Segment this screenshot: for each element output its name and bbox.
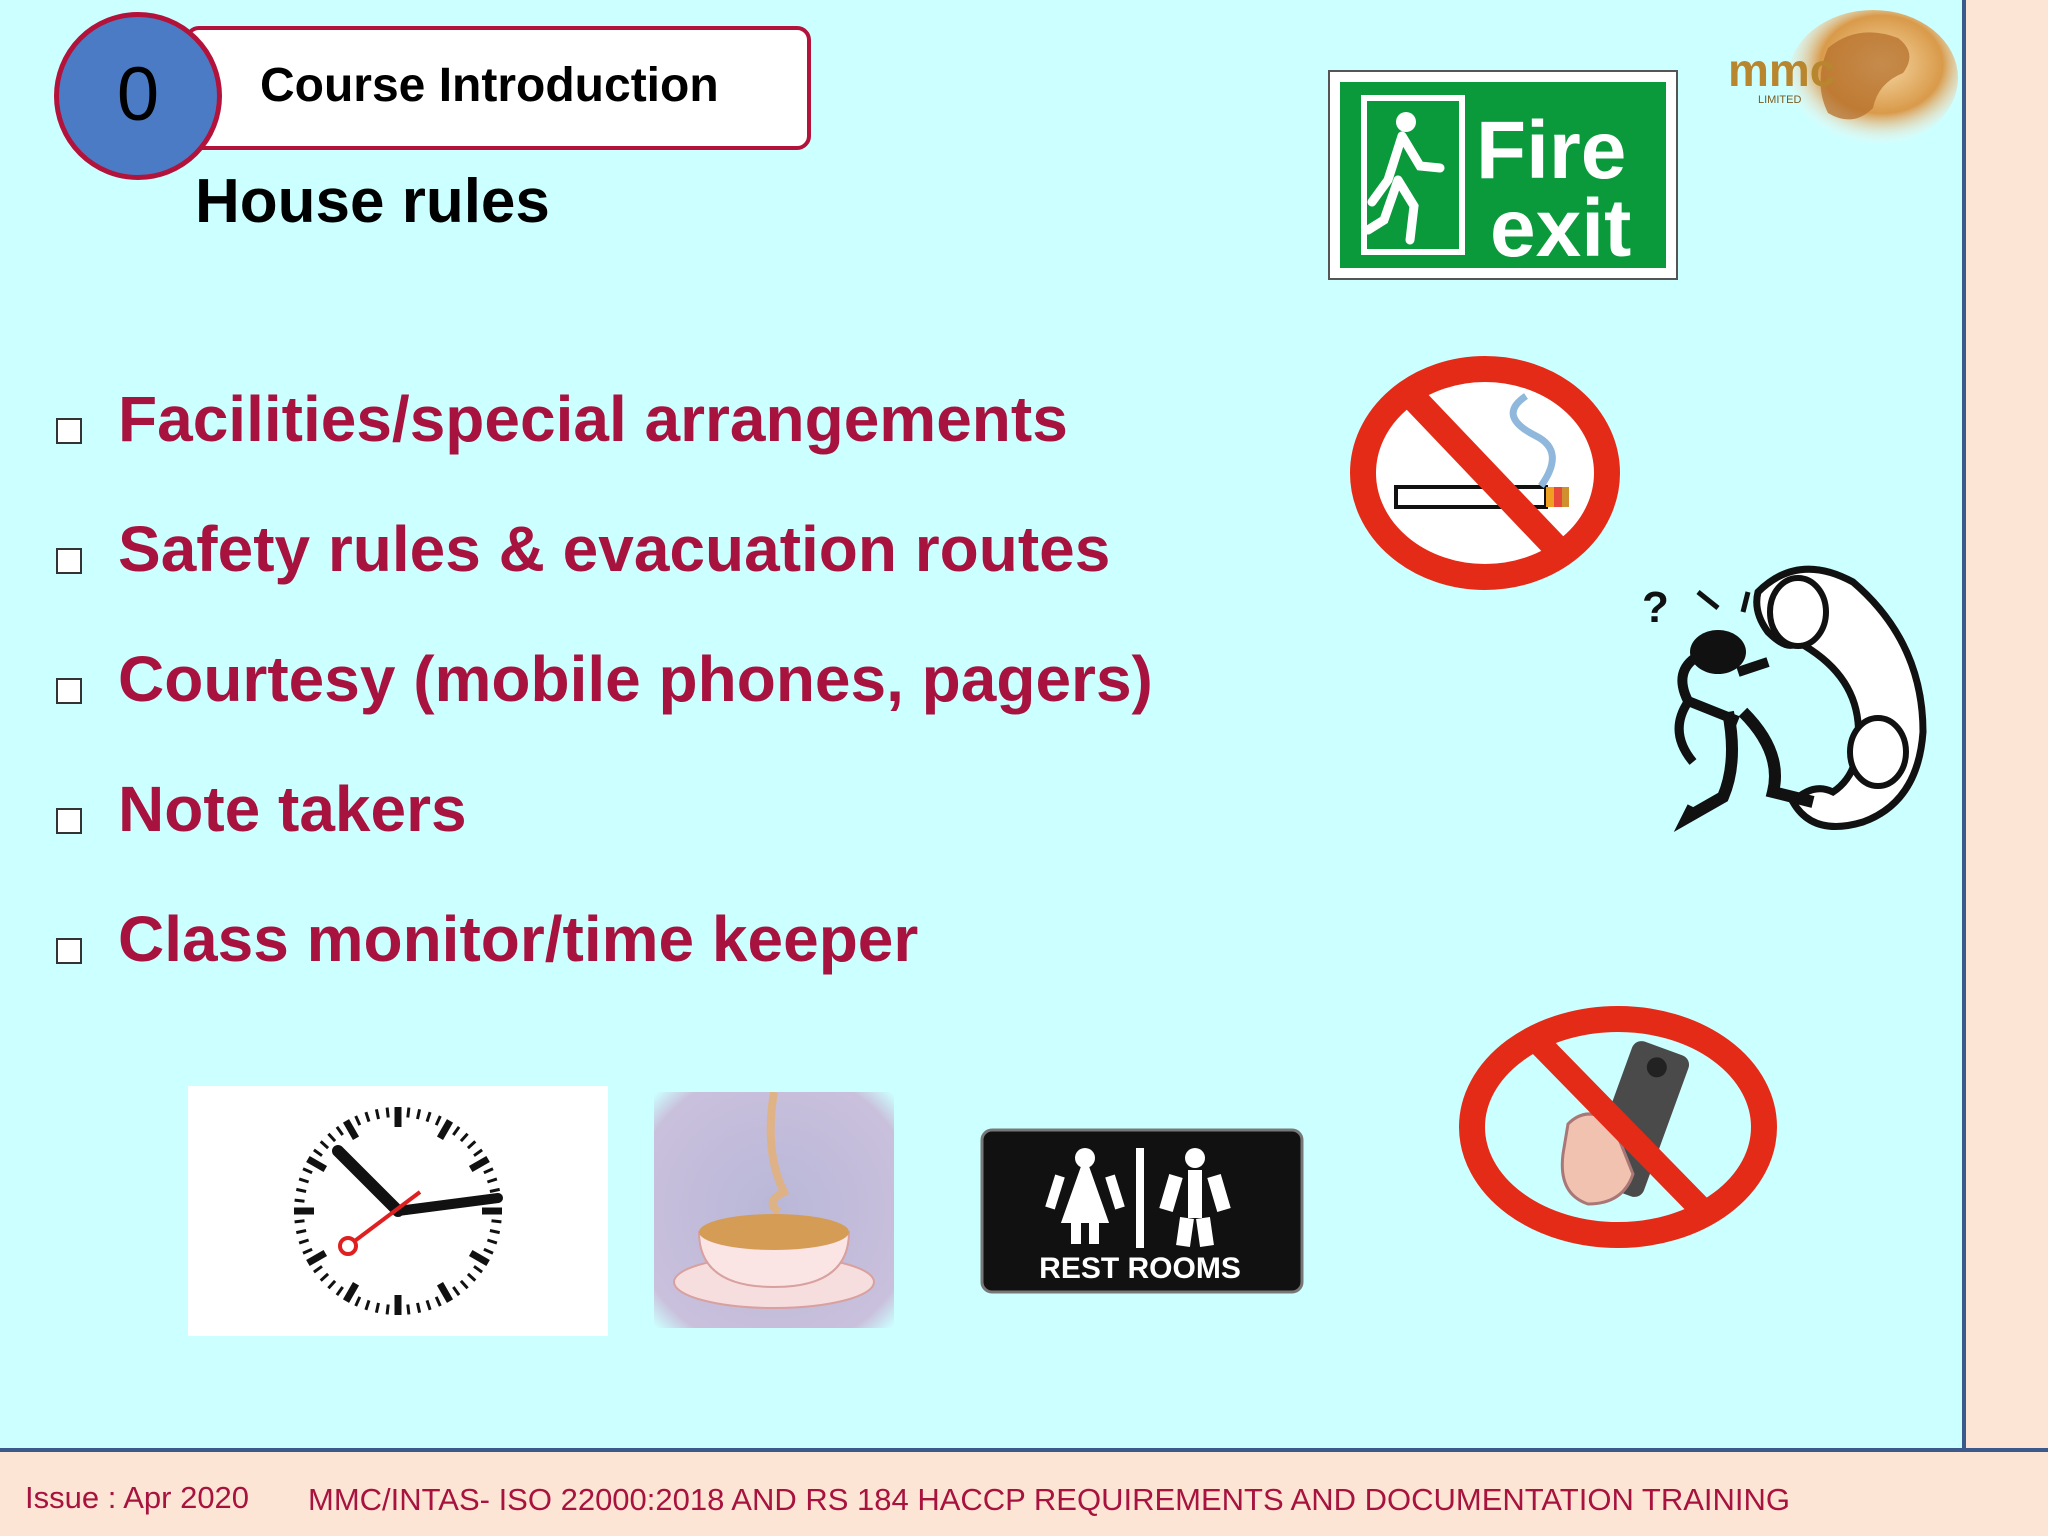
bullet-text: Safety rules & evacuation routes: [118, 513, 1111, 585]
no-smoking-icon: [1350, 356, 1620, 590]
svg-text:REST ROOMS: REST ROOMS: [1039, 1252, 1241, 1285]
clock-icon: [188, 1086, 608, 1336]
tea-cup-icon: [654, 1092, 894, 1328]
rest-rooms-sign-icon: [980, 1128, 1304, 1294]
square-bullet-icon: [56, 938, 82, 964]
footer-course-title: MMC/INTAS- ISO 22000:2018 AND RS 184 HACCP REQUIREMENTS AND DOCUMENTATION TRAINING: [308, 1482, 1791, 1517]
clock-tick: [408, 1305, 409, 1315]
clock-tick: [418, 1109, 420, 1119]
clock-tick: [387, 1305, 388, 1315]
bullet-text: Courtesy (mobile phones, pagers): [118, 643, 1153, 715]
mmc-logo: [1718, 8, 1958, 148]
clock-tick: [418, 1303, 420, 1313]
clock-tick: [387, 1108, 388, 1118]
square-bullet-icon: [56, 678, 82, 704]
page-title: House rules: [195, 167, 550, 236]
svg-text:exit: exit: [1490, 183, 1632, 274]
section-title: Course Introduction: [260, 59, 719, 112]
no-mobile-phone-icon: [1458, 1004, 1778, 1250]
phone-stick-figure-icon: [1638, 552, 1948, 852]
bullet-text: Note takers: [118, 773, 467, 845]
clock-tick: [295, 1200, 305, 1201]
clock-tick: [296, 1231, 306, 1233]
square-bullet-icon: [56, 548, 82, 574]
fire-exit-sign-icon: [1328, 70, 1678, 280]
clock-tick: [408, 1108, 409, 1118]
svg-text:?: ?: [1642, 583, 1669, 632]
clock-tick: [490, 1189, 500, 1191]
clock-tick: [295, 1221, 305, 1222]
side-strip: [1962, 0, 2048, 1448]
footer-bar: [0, 1448, 2048, 1536]
svg-text:LIMITED: LIMITED: [1758, 94, 1802, 106]
svg-text:mmc: mmc: [1728, 44, 1836, 96]
svg-text:Fire: Fire: [1476, 105, 1627, 196]
square-bullet-icon: [56, 418, 82, 444]
clock-tick: [376, 1303, 378, 1313]
bullet-text: Facilities/special arrangements: [118, 383, 1068, 455]
clock-tick: [296, 1189, 306, 1191]
clock-tick: [376, 1109, 378, 1119]
clock-tick: [490, 1231, 500, 1233]
bullet-text: Class monitor/time keeper: [118, 903, 919, 975]
footer-issue-date: Issue : Apr 2020: [25, 1480, 250, 1515]
square-bullet-icon: [56, 808, 82, 834]
clock-tick: [492, 1221, 502, 1222]
section-number-badge: 0: [54, 12, 222, 180]
